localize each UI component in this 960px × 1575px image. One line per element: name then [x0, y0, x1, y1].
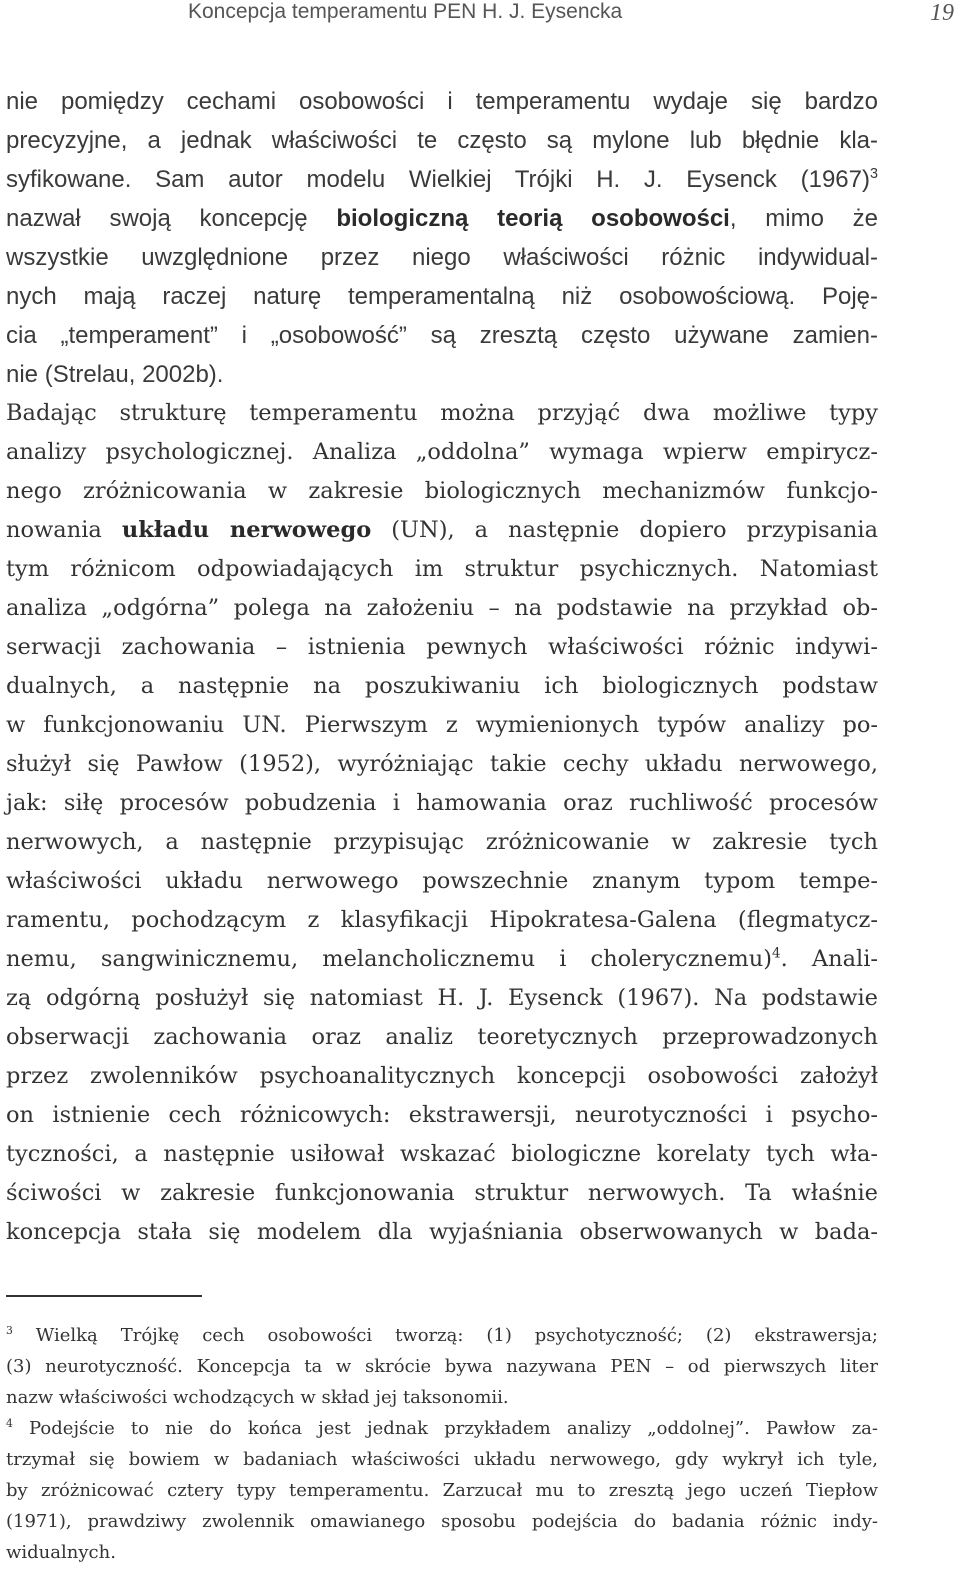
text-line: w funkcjonowaniu UN. Pierwszym z wymienionych typów analizy po-	[6, 712, 878, 738]
text-line: analizy psychologicznej. Analiza „oddolna” wymaga wpierw empirycz-	[6, 439, 878, 465]
footnote-separator	[6, 1295, 202, 1297]
text-line	[6, 511, 878, 550]
text-line: nie (Strelau, 2002b).	[6, 361, 224, 388]
text-fragment: , mimo że	[729, 205, 879, 232]
text-fragment: nowania	[6, 517, 122, 543]
text-line: serwacji zachowania – istnienia pewnych właściwości różnic indywi-	[6, 634, 878, 660]
main-text	[6, 82, 878, 1252]
bold-term: układu nerwowego	[121, 517, 372, 543]
text-line: nie pomiędzy cechami osobowości i temperamentu wydaje się bardzo	[6, 88, 878, 115]
footnote-line: (3) neurotyczność. Koncepcja ta w skrócie bywa nazywana PEN – od pierwszych liter	[6, 1356, 878, 1377]
text-line: Badając strukturę temperamentu można przyjąć dwa możliwe typy	[6, 400, 878, 426]
footnote-marker: 4	[6, 1417, 13, 1430]
text-fragment: nazwał swoją koncepcję	[6, 205, 337, 232]
footnote-line	[6, 1413, 878, 1444]
footnote-line: by zróżnicować cztery typy temperamentu. Zarzucał mu to zresztą jego uczeń Tiepłow	[6, 1480, 878, 1501]
text-line: tyczności, a następnie usiłował wskazać biologiczne korelaty tych wła-	[6, 1141, 878, 1167]
text-line	[6, 160, 878, 199]
footnote-marker: 3	[6, 1324, 13, 1337]
text-line	[6, 940, 878, 979]
footnote-ref-3: 3	[869, 166, 878, 182]
text-line: zą odgórną posłużył się natomiast H. J. Eysenck (1967). Na podstawie	[6, 985, 878, 1011]
text-fragment: . Anali-	[780, 946, 878, 972]
page-header	[0, 0, 960, 40]
text-line: przez zwolenników psychoanalitycznych koncepcji osobowości założył	[6, 1063, 878, 1089]
text-line: ściwości w zakresie funkcjonowania struktur nerwowych. Ta właśnie	[6, 1180, 878, 1206]
text-line: nego zróżnicowania w zakresie biologicznych mechanizmów funkcjo-	[6, 478, 878, 504]
page-number: 19	[930, 0, 954, 26]
footnotes	[6, 1320, 878, 1568]
text-fragment: (UN), a następnie dopiero przypisania	[371, 517, 879, 543]
text-line: analiza „odgórna” polega na założeniu – na podstawie na przykład ob-	[6, 595, 878, 621]
footnote-line: (1971), prawdziwy zwolennik omawianego sposobu podejścia do badania różnic indy-	[6, 1511, 878, 1532]
text-fragment: syfikowane. Sam autor modelu Wielkiej Trójki H. J. Eysenck (1967)	[6, 166, 870, 193]
text-line: koncepcja stała się modelem dla wyjaśniania obserwowanych w bada-	[6, 1219, 878, 1245]
text-fragment: Podejście to nie do końca jest jednak przykładem analizy „oddolnej”. Pawłow za-	[12, 1418, 878, 1439]
text-line	[6, 199, 878, 238]
text-line: wszystkie uwzględnione przez niego właściwości różnic indywidual-	[6, 244, 878, 271]
text-fragment: nemu, sangwinicznemu, melancholicznemu i cholerycznemu)	[6, 946, 772, 972]
text-line: cia „temperament” i „osobowość” są zresztą często używane zamien-	[6, 322, 878, 349]
footnote-line	[6, 1320, 878, 1351]
text-line: służył się Pawłow (1952), wyróżniając takie cechy układu nerwowego,	[6, 751, 878, 777]
footnote-4	[6, 1413, 878, 1568]
text-fragment: Wielką Trójkę cech osobowości tworzą: (1) psychotyczność; (2) ekstrawersja;	[12, 1325, 878, 1346]
footnote-line: nazw właściwości wchodzących w skład jej taksonomii.	[6, 1387, 509, 1408]
footnote-line: trzymał się bowiem w badaniach właściwości układu nerwowego, gdy wykrył ich tyle,	[6, 1449, 878, 1470]
text-line: właściwości układu nerwowego powszechnie znanym typom tempe-	[6, 868, 878, 894]
text-line: on istnienie cech różnicowych: ekstrawersji, neurotyczności i psycho-	[6, 1102, 878, 1128]
footnote-3	[6, 1320, 878, 1413]
running-head: Koncepcja temperamentu PEN H. J. Eysencka	[188, 0, 623, 23]
text-line: nych mają raczej naturę temperamentalną niż osobowościową. Poję-	[6, 283, 878, 310]
text-line: ramentu, pochodzącym z klasyfikacji Hipokratesa-Galena (flegmatycz-	[6, 907, 878, 933]
footnote-ref-4: 4	[772, 945, 781, 962]
text-line: nerwowych, a następnie przypisując zróżnicowanie w zakresie tych	[6, 829, 878, 855]
text-line: dualnych, a następnie na poszukiwaniu ich biologicznych podstaw	[6, 673, 878, 699]
text-line: obserwacji zachowania oraz analiz teoretycznych przeprowadzonych	[6, 1024, 878, 1050]
text-line: jak: siłę procesów pobudzenia i hamowania oraz ruchliwość procesów	[6, 790, 878, 816]
text-line: precyzyjne, a jednak właściwości te często są mylone lub błędnie kla-	[6, 127, 878, 154]
footnote-line: widualnych.	[6, 1542, 116, 1563]
bold-term: biologiczną teorią osobowości	[336, 205, 730, 232]
text-line: tym różnicom odpowiadających im struktur psychicznych. Natomiast	[6, 556, 878, 582]
